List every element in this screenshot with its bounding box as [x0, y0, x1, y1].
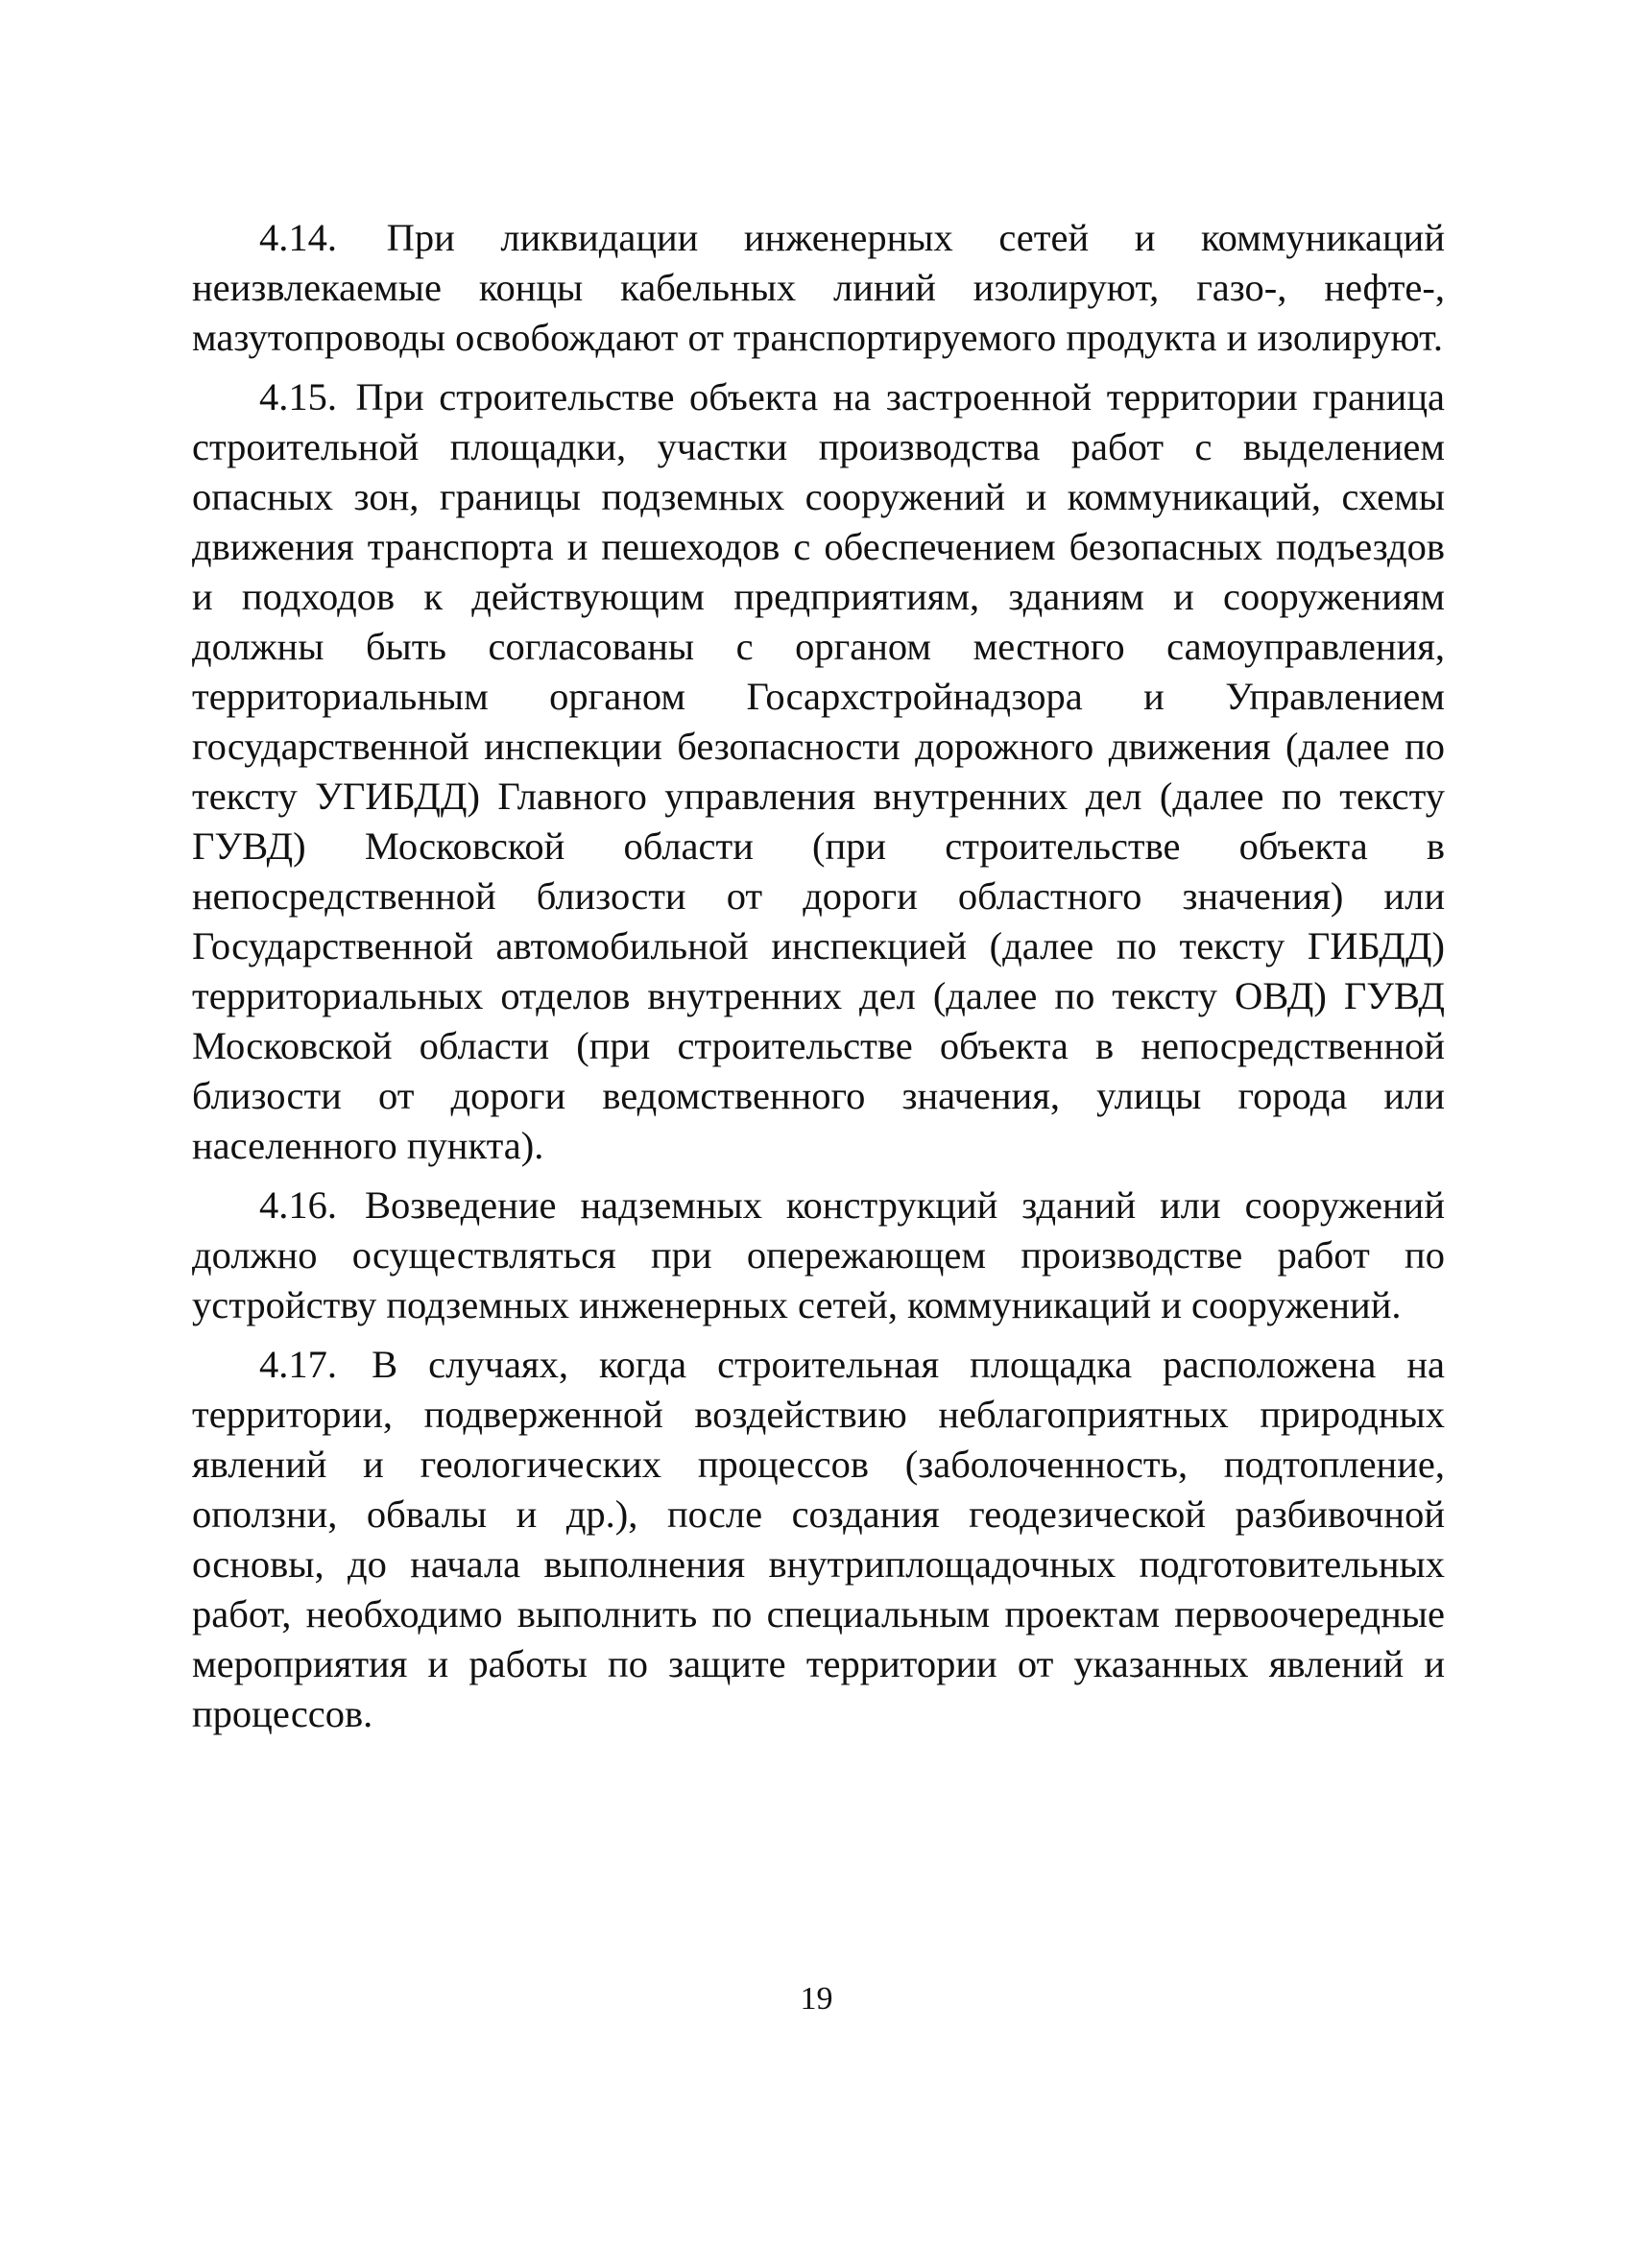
paragraph-4-14: [192, 213, 1445, 363]
page-number: 19: [800, 1981, 833, 2017]
paragraph-text: Возведение надземных конструкций зданий или сооружений должно осуществляться при опережающем производстве работ по устройству подземных инженерных сетей, коммуникаций и сооружений.: [192, 1183, 1446, 1326]
document-body: [192, 213, 1445, 1749]
paragraph-text: В случаях, когда строительная площадка расположена на территории, подверженной воздействию неблагоприятных природных явлений и геологических процессов (заболоченность, подтопление, оползни, обвалы и др.), после создания геодезической разбивочной основы, до начала выполнения внутриплощадочных подготовительных работ, необходимо выполнить по специальным проектам первоочередные мероприятия и работы по защите территории от указанных явлений и процессов.: [192, 1343, 1446, 1735]
paragraph-4-16: [192, 1181, 1445, 1330]
paragraph-text: При ликвидации инженерных сетей и коммуникаций неизвлекаемые концы кабельных линий изолируют, газо-, нефте-, мазутопроводы освобождают от транспортируемого продукта и изолируют.: [192, 216, 1446, 359]
paragraph-number: 4.16.: [259, 1183, 337, 1227]
paragraph-number: 4.17.: [259, 1343, 337, 1386]
paragraph-4-17: [192, 1340, 1445, 1739]
paragraph-4-15: [192, 372, 1445, 1171]
paragraph-text: При строительстве объекта на застроенной территории граница строительной площадки, участки производства работ с выделением опасных зон, границы подземных сооружений и коммуникаций, схемы движения транспорта и пешеходов с обеспечением безопасных подъездов и подходов к действующим предприятиям, зданиям и сооружениям должны быть согласованы с органом местного самоуправления, территориальным органом Госархстройнадзора и Управлением государственной инспекции безопасности дорожного движения (далее по тексту УГИБДД) Главного управления внутренних дел (далее по тексту ГУВД) Московской области (при строительстве объекта в непосредственной близости от дороги областного значения) или Государственной автомобильной инспекцией (далее по тексту ГИБДД) территориальных отделов внутренних дел (далее по тексту ОВД) ГУВД Московской области (при строительстве объекта в непосредственной близости от дороги ведомственного значения, улицы города или населенного пункта).: [192, 375, 1446, 1167]
paragraph-number: 4.15.: [259, 375, 337, 418]
paragraph-number: 4.14.: [259, 216, 337, 259]
